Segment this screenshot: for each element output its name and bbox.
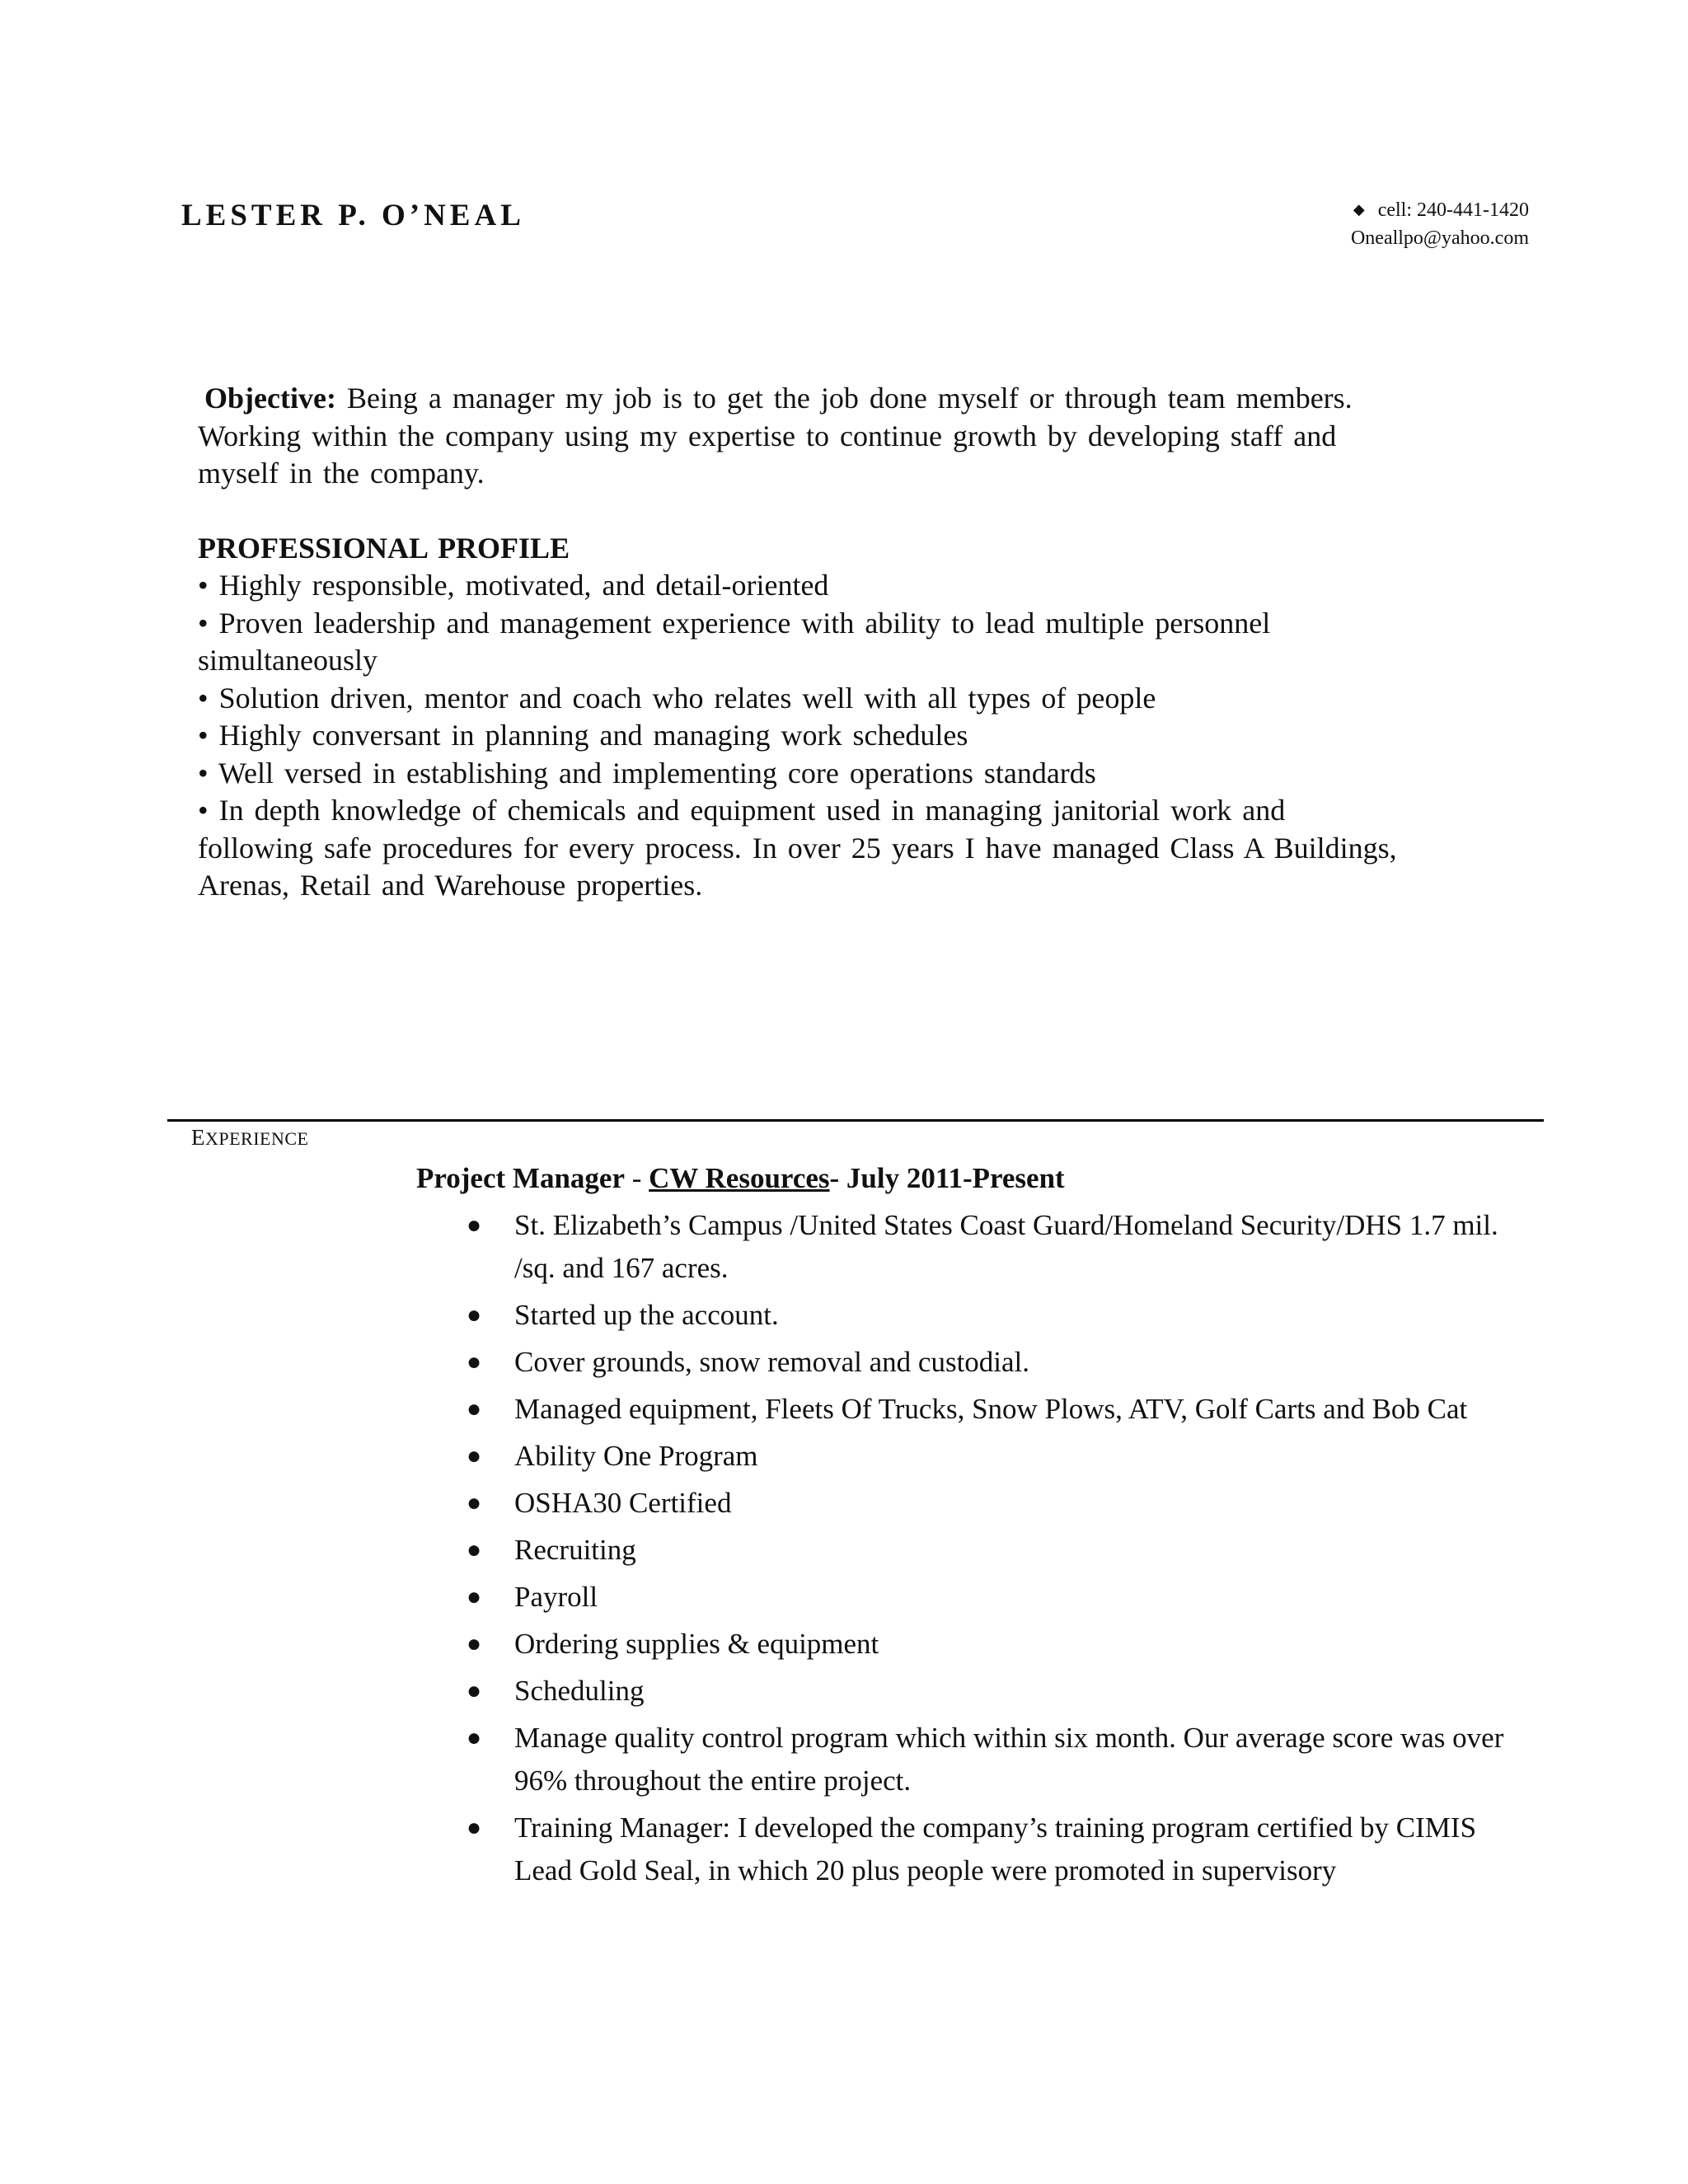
list-item: ● Managed equipment, Fleets Of Trucks, Snow Plows, ATV, Golf Carts and Bob Cat [462, 1388, 1533, 1431]
bullet-dot-icon: ● [467, 1724, 482, 1751]
profile-line: • Highly conversant in planning and managing work schedules [198, 719, 968, 752]
bullet-dot-icon: ● [467, 1489, 482, 1516]
list-item: ● Manage quality control program which within six month. Our average score was over 96% throughout the entire project. [462, 1717, 1533, 1802]
email-address: Oneallpo@yahoo.com [1350, 227, 1529, 249]
job-dates: - July 2011-Present [829, 1162, 1065, 1194]
bullet-dot-icon: ● [467, 1301, 482, 1329]
company-name: CW Resources [649, 1162, 830, 1194]
intro-section [198, 380, 1484, 905]
bullet-dot-icon: ● [467, 1583, 482, 1610]
resume-name: LESTER P. O’NEAL [181, 199, 525, 232]
contact-block [1351, 195, 1529, 252]
bullet-dot-icon: ● [467, 1814, 482, 1841]
bullet-dot-icon: ● [467, 1348, 482, 1376]
experience-bullets [462, 1204, 1533, 1896]
bullet-dot-icon: ● [467, 1395, 482, 1422]
profile-heading: PROFESSIONAL PROFILE [198, 531, 570, 565]
objective-line-3: myself in the company. [198, 457, 485, 490]
list-item: ● Ordering supplies & equipment [462, 1623, 1533, 1666]
profile-line: • In depth knowledge of chemicals and equipment used in managing janitorial work and [198, 794, 1286, 827]
job-title-line: Project Manager - CW Resources- July 2011-Present [416, 1162, 1065, 1194]
section-divider [167, 1119, 1544, 1122]
profile-line: simultaneously [198, 644, 377, 677]
objective-line-1: Objective: Being a manager my job is to get the job done myself or through team members. [204, 382, 1353, 415]
list-item: ● Recruiting [462, 1529, 1533, 1572]
list-item: ● Payroll [462, 1576, 1533, 1619]
bullet-dot-icon: ● [467, 1677, 482, 1704]
bullet-dot-icon: ● [467, 1442, 482, 1469]
list-item: ● OSHA30 Certified [462, 1482, 1533, 1525]
bullet-dot-icon: ● [467, 1630, 482, 1657]
objective-line-2: Working within the company using my expertise to continue growth by developing staff and [198, 419, 1337, 452]
phone-line [1351, 195, 1529, 224]
list-item: ● Ability One Program [462, 1435, 1533, 1478]
list-item: ● Started up the account. [462, 1294, 1533, 1337]
profile-line: • Well versed in establishing and implementing core operations standards [198, 756, 1096, 790]
bullet-dot-icon: ● [467, 1536, 482, 1563]
profile-line: • Proven leadership and management experience with ability to lead multiple personnel [198, 606, 1271, 640]
objective-label: Objective: [204, 382, 336, 415]
list-item: ● Training Manager: I developed the company’s training program certified by CIMIS Lead Gold Seal, in which 20 plus people were promoted in supervisory [462, 1807, 1533, 1892]
phone-number: cell: 240-441-1420 [1377, 199, 1529, 221]
profile-line: following safe procedures for every process. In over 25 years I have managed Class A Buildings, [198, 831, 1397, 865]
experience-label: EXPERIENCE [191, 1125, 309, 1150]
list-item: ● Scheduling [462, 1670, 1533, 1713]
job-title: Project Manager [416, 1162, 625, 1194]
profile-line: • Highly responsible, motivated, and detail-oriented [198, 569, 829, 602]
bullet-dot-icon: ● [467, 1212, 482, 1239]
list-item: ● St. Elizabeth’s Campus /United States Coast Guard/Homeland Security/DHS 1.7 mil. /sq. and 167 acres. [462, 1204, 1533, 1290]
profile-line: Arenas, Retail and Warehouse properties. [198, 869, 703, 902]
list-item: ● Cover grounds, snow removal and custodial. [462, 1341, 1533, 1384]
profile-line: • Solution driven, mentor and coach who relates well with all types of people [198, 681, 1156, 715]
diamond-bullet-icon: ◆ [1353, 201, 1365, 218]
